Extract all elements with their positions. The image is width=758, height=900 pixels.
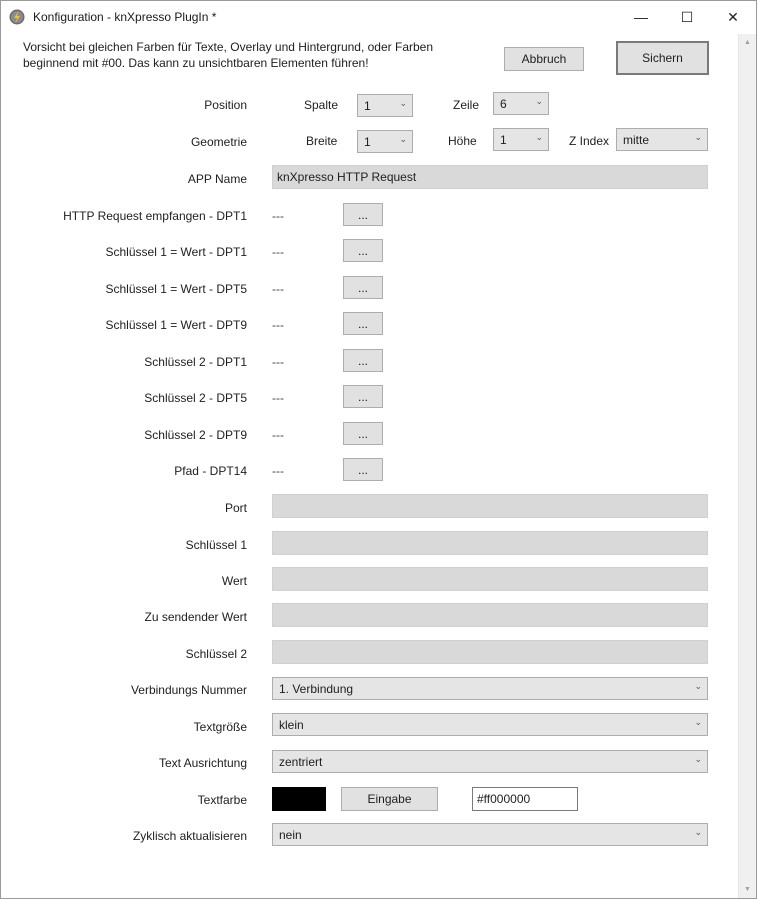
text-color-label: Textfarbe — [197, 793, 247, 807]
dpt-row-value: --- — [272, 245, 284, 259]
warning-text — [23, 39, 463, 71]
zindex-label: Z Index — [569, 134, 610, 148]
scroll-up-icon[interactable]: ▲ — [744, 39, 751, 46]
dpt-select-button[interactable]: ... — [343, 458, 383, 481]
dpt-row-value: --- — [272, 318, 284, 332]
close-button[interactable] — [710, 1, 756, 33]
maximize-button[interactable] — [664, 1, 710, 33]
dpt-row-value: --- — [272, 428, 284, 442]
row-select[interactable] — [493, 92, 549, 115]
chevron-down-icon: ⌄ — [399, 98, 407, 108]
dpt-select-button[interactable]: ... — [343, 203, 383, 226]
chevron-down-icon: ⌄ — [535, 96, 543, 106]
width-select[interactable] — [357, 130, 413, 153]
zindex-value: mitte — [623, 132, 650, 147]
dpt-row-value: --- — [272, 355, 284, 369]
dpt-row-label: Schlüssel 1 = Wert - DPT9 — [105, 318, 247, 332]
width-label: Breite — [306, 134, 338, 148]
warning-line-1: Vorsicht bei gleichen Farben für Texte, Overlay und Hintergrund, oder Farben — [23, 40, 434, 54]
minimize-button[interactable] — [618, 1, 664, 33]
color-hex-value: #ff000000 — [477, 792, 531, 806]
dpt-row-value: --- — [272, 464, 284, 478]
cyclic-update-value: nein — [279, 827, 302, 842]
dpt-row-value: --- — [272, 391, 284, 405]
save-button[interactable]: Sichern — [616, 41, 709, 75]
minimize-icon: — — [634, 9, 648, 25]
chevron-down-icon: ⌄ — [694, 754, 702, 764]
app-name-value: knXpresso HTTP Request — [277, 170, 417, 184]
cyclic-update-select[interactable] — [272, 823, 708, 846]
warning-line-2: beginnend mit #00. Das kann zu unsichtbaren Elementen führen! — [23, 56, 369, 70]
cyclic-update-label: Zyklisch aktualisieren — [132, 829, 247, 843]
port-label: Port — [224, 501, 247, 515]
vertical-scrollbar[interactable] — [738, 34, 756, 898]
app-name-field[interactable] — [272, 165, 708, 189]
dpt-row-label: HTTP Request empfangen - DPT1 — [63, 209, 247, 223]
width-value: 1 — [364, 134, 371, 149]
row-label: Zeile — [453, 98, 480, 112]
column-select[interactable] — [357, 94, 413, 117]
send-value-label: Zu sendender Wert — [144, 610, 247, 624]
chevron-down-icon: ⌄ — [694, 827, 702, 837]
dpt-select-button[interactable]: ... — [343, 276, 383, 299]
chevron-down-icon: ⌄ — [694, 717, 702, 727]
window-title: Konfiguration - knXpresso PlugIn * — [33, 10, 217, 24]
color-swatch[interactable] — [272, 787, 326, 811]
text-size-label: Textgröße — [193, 720, 247, 734]
value-label: Wert — [221, 574, 247, 588]
height-label: Höhe — [448, 134, 477, 148]
chevron-down-icon: ⌄ — [535, 132, 543, 142]
text-alignment-label: Text Ausrichtung — [158, 756, 247, 770]
dpt-row-label: Schlüssel 2 - DPT9 — [144, 428, 247, 442]
dpt-row-label: Schlüssel 1 = Wert - DPT1 — [105, 245, 247, 259]
height-select[interactable] — [493, 128, 549, 151]
chevron-down-icon: ⌄ — [694, 132, 702, 142]
send-value-field[interactable] — [272, 603, 708, 627]
key2-field[interactable] — [272, 640, 708, 664]
row-value: 6 — [500, 96, 507, 111]
maximize-icon: ☐ — [680, 8, 694, 25]
cancel-button[interactable]: Abbruch — [504, 47, 584, 71]
geometry-label: Geometrie — [190, 135, 247, 149]
plugin-icon — [9, 9, 25, 25]
color-input-button[interactable]: Eingabe — [341, 787, 438, 811]
key1-label: Schlüssel 1 — [185, 538, 247, 552]
dpt-row-value: --- — [272, 209, 284, 223]
dpt-row-label: Schlüssel 1 = Wert - DPT5 — [105, 282, 247, 296]
zindex-select[interactable] — [616, 128, 708, 151]
dpt-select-button[interactable]: ... — [343, 312, 383, 335]
dpt-select-button[interactable]: ... — [343, 385, 383, 408]
color-hex-input[interactable] — [472, 787, 578, 811]
chevron-down-icon: ⌄ — [694, 681, 702, 691]
text-size-value: klein — [279, 717, 304, 732]
app-name-label: APP Name — [187, 172, 247, 186]
connection-label: Verbindungs Nummer — [130, 683, 247, 697]
height-value: 1 — [500, 132, 507, 147]
dpt-row-label: Schlüssel 2 - DPT1 — [144, 355, 247, 369]
dpt-row-label: Pfad - DPT14 — [174, 464, 247, 478]
connection-select[interactable] — [272, 677, 708, 700]
text-alignment-select[interactable] — [272, 750, 708, 773]
text-size-select[interactable] — [272, 713, 708, 736]
dpt-row-label: Schlüssel 2 - DPT5 — [144, 391, 247, 405]
port-field[interactable] — [272, 494, 708, 518]
close-icon: ✕ — [727, 8, 739, 25]
key2-label: Schlüssel 2 — [185, 647, 247, 661]
value-field[interactable] — [272, 567, 708, 591]
title-bar — [1, 1, 756, 33]
position-label: Position — [204, 98, 247, 112]
dpt-row-value: --- — [272, 282, 284, 296]
dpt-select-button[interactable]: ... — [343, 239, 383, 262]
dpt-select-button[interactable]: ... — [343, 422, 383, 445]
dpt-select-button[interactable]: ... — [343, 349, 383, 372]
connection-value: 1. Verbindung — [279, 681, 354, 696]
chevron-down-icon: ⌄ — [399, 134, 407, 144]
column-value: 1 — [364, 98, 371, 113]
scroll-down-icon[interactable]: ▼ — [744, 886, 751, 893]
text-alignment-value: zentriert — [279, 754, 323, 769]
column-label: Spalte — [304, 98, 339, 112]
key1-field[interactable] — [272, 531, 708, 555]
